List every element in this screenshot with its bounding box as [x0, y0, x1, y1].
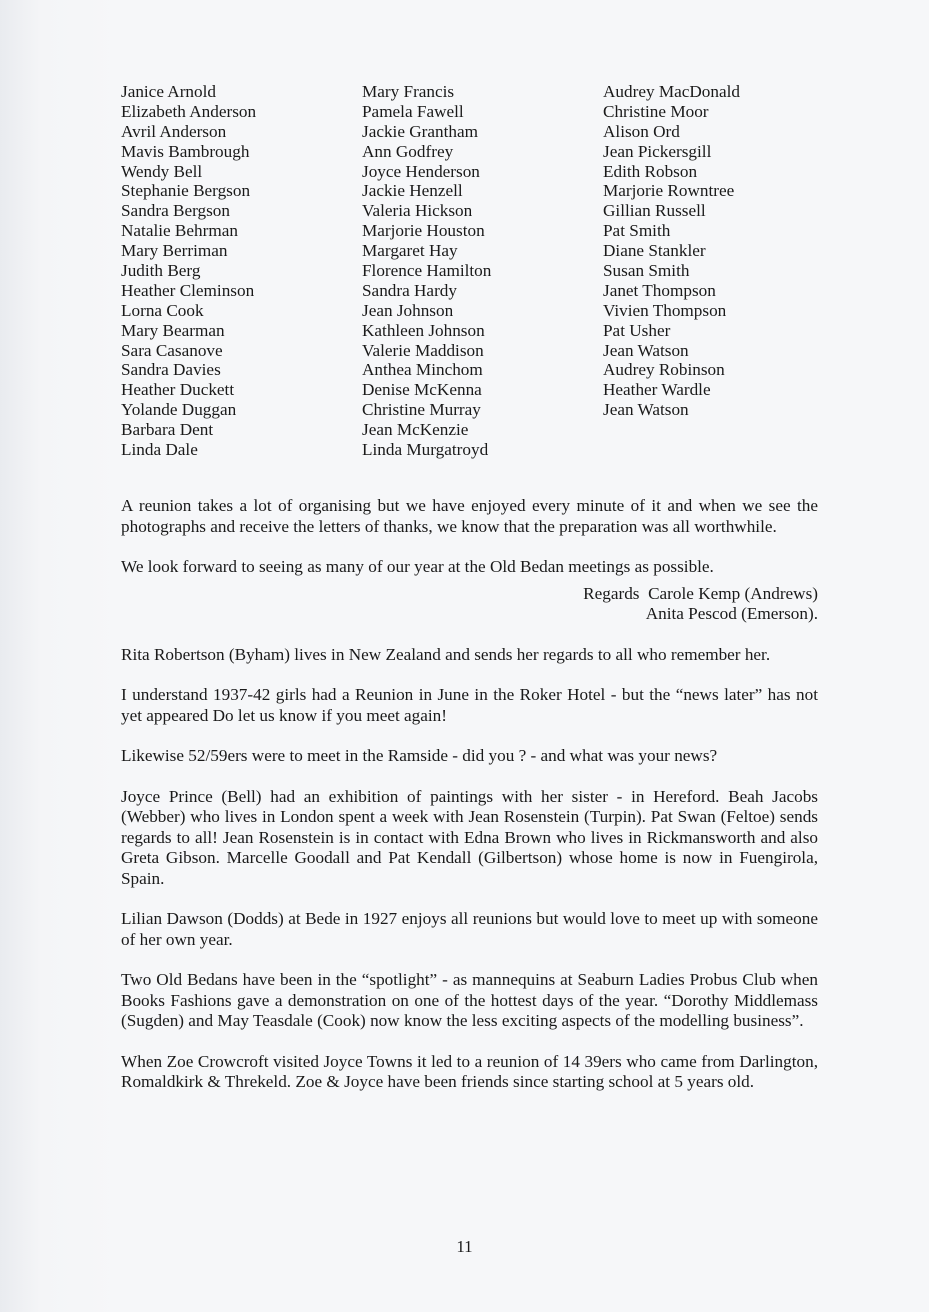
name-entry: Lorna Cook: [121, 300, 204, 320]
name-entry: Jackie Henzell: [362, 181, 463, 201]
name-entry: Florence Hamilton: [362, 261, 492, 281]
name-entry: Mary Francis: [362, 82, 455, 101]
name-entry: Christine Murray: [362, 400, 481, 420]
name-entry: Valerie Maddison: [362, 340, 484, 360]
name-entry: Jean Pickersgill: [603, 141, 712, 161]
name-entry: Linda Murgatroyd: [362, 440, 489, 460]
name-entry: Avril Anderson: [121, 121, 227, 141]
signature-line-1: Regards Carole Kemp (Andrews): [583, 583, 818, 603]
name-entry: Heather Cleminson: [121, 280, 255, 300]
paragraph-zoe-crowcroft: When Zoe Crowcroft visited Joyce Towns it led to a reunion of 14 39ers who came from Darlington, Romaldkirk & Threkeld. Zoe & Joyce have been friends since starting school at 5 years old.: [121, 1051, 818, 1091]
name-entry: Natalie Behrman: [121, 221, 238, 241]
article-body: [121, 496, 818, 1113]
paragraph-look-forward: We look forward to seeing as many of our year at the Old Bedan meetings as possible.: [121, 557, 714, 576]
name-entry: Pat Usher: [603, 320, 671, 340]
name-entry: Jean Watson: [603, 400, 689, 420]
name-column-2: [362, 82, 491, 460]
name-entry: Anthea Minchom: [362, 360, 483, 380]
page-number: 11: [456, 1237, 473, 1256]
name-entry: Alison Ord: [603, 121, 680, 141]
name-column-3: [603, 82, 740, 420]
name-entry: Marjorie Rowntree: [603, 181, 735, 201]
name-entry: Wendy Bell: [121, 161, 203, 181]
name-entry: Jean Johnson: [362, 300, 454, 320]
name-entry: Janet Thompson: [603, 280, 716, 300]
name-column-1: [121, 82, 256, 460]
name-entry: Diane Stankler: [603, 241, 706, 261]
name-entry: Sandra Davies: [121, 360, 221, 380]
name-entry: Marjorie Houston: [362, 221, 485, 241]
name-entry: Pamela Fawell: [362, 101, 464, 121]
name-entry: Audrey Robinson: [603, 360, 725, 380]
paragraph-old-bedans-spotlight: Two Old Bedans have been in the “spotlight” - as mannequins at Seaburn Ladies Probus Club when Books Fashions gave a demonstration on one of the hottest days of the year. “Dorothy Middlemass (Sugden) and May Teasdale (Cook) now know the less exciting aspects of the modelling business”.: [121, 970, 818, 1030]
name-entry: Sara Casanove: [121, 340, 223, 360]
name-entry: Linda Dale: [121, 440, 198, 460]
name-entry: Jean Watson: [603, 340, 689, 360]
paragraph-1937-42-reunion: I understand 1937-42 girls had a Reunion in June in the Roker Hotel - but the “news later” has not yet appeared Do let us know if you meet again!: [121, 685, 818, 725]
name-entry: Edith Robson: [603, 161, 698, 181]
name-entry: Sandra Hardy: [362, 280, 457, 300]
name-entry: Audrey MacDonald: [603, 82, 740, 101]
name-entry: Mavis Bambrough: [121, 141, 250, 161]
name-entry: Barbara Dent: [121, 420, 214, 440]
name-entry: Kathleen Johnson: [362, 320, 485, 340]
name-entry: Judith Berg: [121, 261, 201, 281]
name-entry: Sandra Bergson: [121, 201, 230, 221]
signature-block: [121, 584, 818, 625]
name-entry: Stephanie Bergson: [121, 181, 251, 201]
signature-line-2: Anita Pescod (Emerson).: [645, 604, 818, 623]
name-entry: Heather Duckett: [121, 380, 235, 400]
name-entry: Susan Smith: [603, 261, 690, 281]
paragraph-lilian-dawson: Lilian Dawson (Dodds) at Bede in 1927 enjoys all reunions but would love to meet up with someone of her own year.: [121, 909, 818, 949]
paragraph-rita-robertson: Rita Robertson (Byham) lives in New Zealand and sends her regards to all who remember her.: [121, 644, 771, 664]
name-entry: Valeria Hickson: [362, 201, 473, 221]
name-entry: Jackie Grantham: [362, 121, 478, 141]
name-entry: Janice Arnold: [121, 82, 216, 101]
name-entry: Ann Godfrey: [362, 141, 454, 161]
name-entry: Yolande Duggan: [121, 400, 237, 420]
name-entry: Mary Bearman: [121, 320, 225, 340]
name-entry: Pat Smith: [603, 221, 671, 241]
paragraph-joyce-prince: Joyce Prince (Bell) had an exhibition of paintings with her sister - in Hereford. Beah Jacobs (Webber) who lives in London spent a week with Jean Rosenstein (Turpin). Pat Swan (Feltoe) sends regards to all! Jean Rosenstein is in contact with Edna Brown who lives in Rickmansworth and also Greta Gibson. Marcelle Goodall and Pat Kendall (Gilbertson) whose home is now in Fuengirola, Spain.: [121, 786, 818, 888]
name-entry: Vivien Thompson: [603, 300, 727, 320]
name-entry: Jean McKenzie: [362, 420, 469, 440]
name-entry: Elizabeth Anderson: [121, 101, 257, 121]
name-entry: Heather Wardle: [603, 380, 711, 400]
name-entry: Joyce Henderson: [362, 161, 480, 181]
paragraph-reunion-organising: A reunion takes a lot of organising but we have enjoyed every minute of it and when we see the photographs and receive the letters of thanks, we know that the preparation was all worthwhile.: [121, 496, 818, 536]
name-entry: Mary Berriman: [121, 241, 228, 261]
name-entry: Denise McKenna: [362, 380, 482, 400]
name-entry: Christine Moor: [603, 101, 709, 121]
name-entry: Gillian Russell: [603, 201, 706, 221]
name-entry: Margaret Hay: [362, 241, 458, 261]
paragraph-52-59ers: Likewise 52/59ers were to meet in the Ramside - did you ? - and what was your news?: [121, 746, 718, 765]
